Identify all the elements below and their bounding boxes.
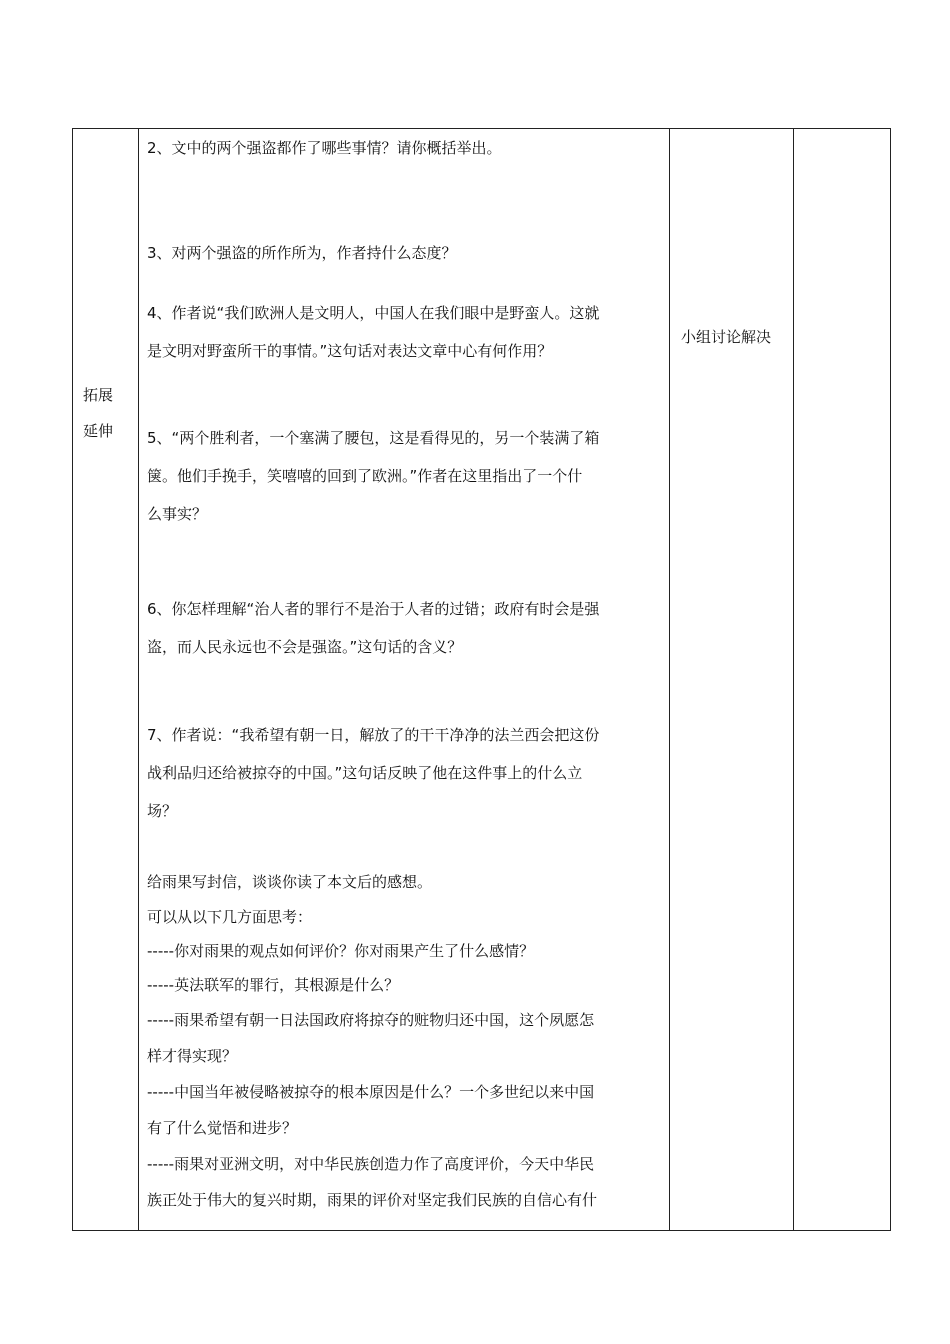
section-label-line-1: 拓展 xyxy=(83,386,114,404)
lesson-table xyxy=(72,128,891,1231)
column-divider xyxy=(793,129,794,1230)
letter-point: -----中国当年被侵略被掠夺的根本原因是什么？一个多世纪以来中国 xyxy=(147,1083,595,1101)
question-7: 7、作者说：“我希望有朝一日，解放了的干干净净的法兰西会把这份 战利品归还给被掠夺的中国。”这句话反映了他在这件事上的什么立 场？ xyxy=(147,726,600,820)
question-2: 2、文中的两个强盗都作了哪些事情？请你概括举出。 xyxy=(147,139,502,157)
section-label-line-2: 延伸 xyxy=(83,422,114,440)
letter-task xyxy=(147,864,665,1218)
letter-point: -----雨果希望有朝一日法国政府将掠夺的赃物归还中国，这个夙愿怎 xyxy=(147,1011,595,1029)
letter-point: -----雨果对亚洲文明，对中华民族创造力作了高度评价，今天中华民 xyxy=(147,1155,595,1173)
question-3: 3、对两个强盗的所作所为，作者持什么态度？ xyxy=(147,244,457,262)
teaching-method: 小组讨论解决 xyxy=(681,328,772,346)
letter-point: -----英法联军的罪行，其根源是什么？ xyxy=(147,976,400,994)
letter-point: -----你对雨果的观点如何评价？你对雨果产生了什么感情？ xyxy=(147,942,535,960)
letter-intro: 给雨果写封信，谈谈你读了本文后的感想。 xyxy=(147,873,433,891)
letter-point-cont: 样才得实现？ xyxy=(147,1047,238,1065)
question-4: 4、作者说“我们欧洲人是文明人，中国人在我们眼中是野蛮人。这就 是文明对野蛮所干的事情。”这句话对表达文章中心有何作用？ xyxy=(147,304,600,360)
question-5: 5、“两个胜利者，一个塞满了腰包，这是看得见的，另一个装满了箱 箧。他们手挽手，笑嘻嘻的回到了欧洲。”作者在这里指出了一个什 么事实？ xyxy=(147,429,600,523)
letter-point-cont: 有了什么觉悟和进步？ xyxy=(147,1119,298,1137)
section-label xyxy=(83,377,131,449)
letter-hint: 可以从以下几方面思考： xyxy=(147,908,313,926)
column-divider xyxy=(669,129,670,1230)
letter-point-cont: 族正处于伟大的复兴时期，雨果的评价对坚定我们民族的自信心有什 xyxy=(147,1191,598,1209)
question-6: 6、你怎样理解“治人者的罪行不是治于人者的过错；政府有时会是强 盗，而人民永远也不会是强盗。”这句话的含义？ xyxy=(147,600,600,656)
column-divider xyxy=(138,129,139,1230)
